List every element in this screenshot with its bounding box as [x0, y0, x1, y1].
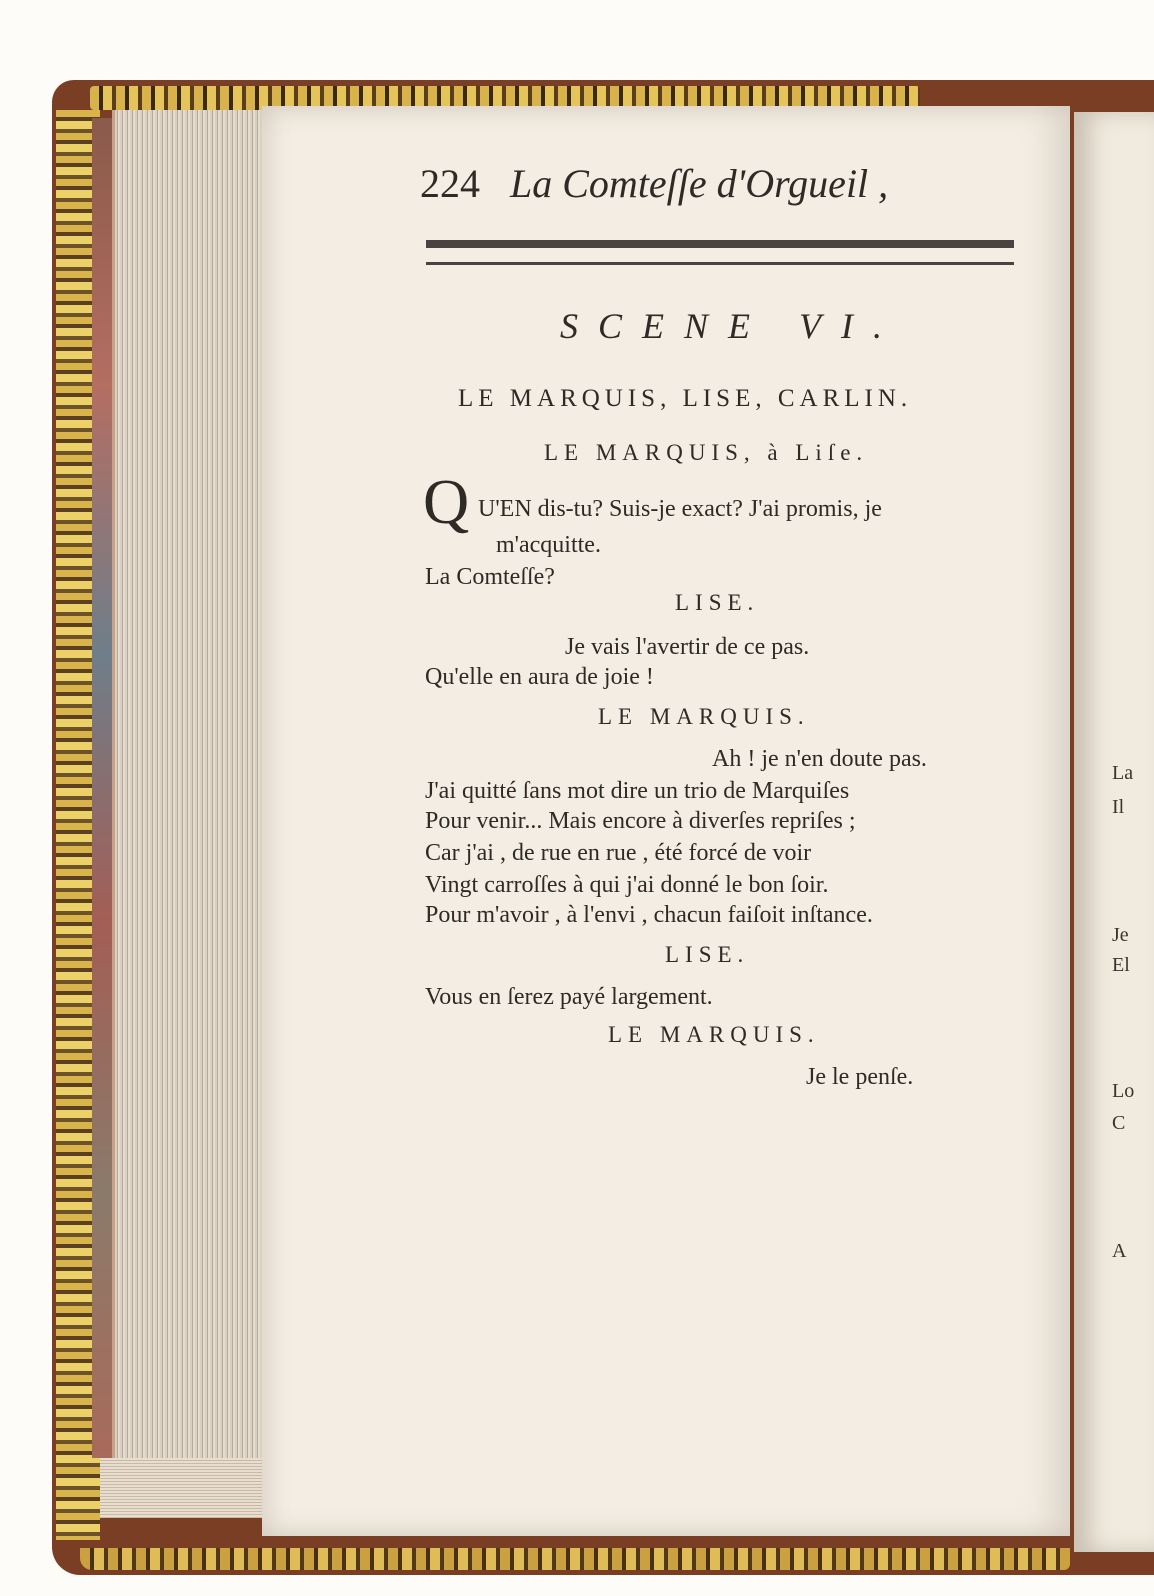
verse-line: Ah ! je n'en doute pas.: [712, 746, 927, 772]
double-rule-thin: [426, 262, 1014, 265]
facing-text-6: C: [1112, 1112, 1126, 1134]
verse-line: m'acquitte.: [496, 532, 601, 558]
verse-line: J'ai quitté ſans mot dire un trio de Marquiſes: [425, 778, 850, 804]
speaker-lise: LISE.: [665, 942, 750, 967]
gilt-bottom-edge: [80, 1548, 1070, 1570]
facing-text-2: Il: [1112, 796, 1125, 818]
facing-text-3: Je: [1112, 924, 1129, 946]
speaker-marquis: LE MARQUIS.: [598, 704, 810, 729]
facing-text-5: Lo: [1112, 1080, 1135, 1102]
verse-line: Qu'elle en aura de joie !: [425, 664, 654, 690]
verse-line: Je le penſe.: [806, 1064, 914, 1090]
running-title: La Comteſſe d'Orgueil ,: [510, 161, 889, 206]
verse-line: La Comteſſe?: [425, 564, 555, 590]
facing-text-7: A: [1112, 1240, 1127, 1262]
scene-heading: SCENE VI.: [560, 306, 902, 346]
verse-line: Pour venir... Mais encore à diverſes repriſes ;: [425, 808, 856, 834]
running-head: [420, 160, 888, 207]
facing-page: [1074, 112, 1154, 1552]
verse-line: Car j'ai , de rue en rue , été forcé de voir: [425, 840, 812, 866]
facing-text-4: El: [1112, 954, 1130, 976]
verse-line: Pour m'avoir , à l'envi , chacun faiſoit inſtance.: [425, 902, 873, 928]
facing-text-1: La: [1112, 762, 1134, 784]
double-rule-thick: [426, 240, 1014, 248]
page-block-edge: [112, 110, 265, 1470]
speaker-marquis: LE MARQUIS.: [608, 1022, 820, 1047]
verse-line: Vous en ſerez payé largement.: [425, 984, 713, 1010]
drop-cap: Q: [423, 466, 470, 537]
speaker-marquis: LE MARQUIS, à Liſe.: [544, 440, 869, 465]
verse-line: Vingt carroſſes à qui j'ai donné le bon ſoir.: [425, 872, 829, 898]
speaker-lise: LISE.: [675, 590, 760, 615]
scene-persons: LE MARQUIS, LISE, CARLIN.: [458, 385, 913, 412]
page-block-bottom: [100, 1458, 275, 1518]
verse-line: U'EN dis-tu? Suis-je exact? J'ai promis, je: [478, 496, 882, 522]
page-number: 224: [420, 161, 480, 206]
verse-line: Je vais l'avertir de ce pas.: [565, 634, 810, 660]
marbled-edge: [92, 118, 112, 1458]
